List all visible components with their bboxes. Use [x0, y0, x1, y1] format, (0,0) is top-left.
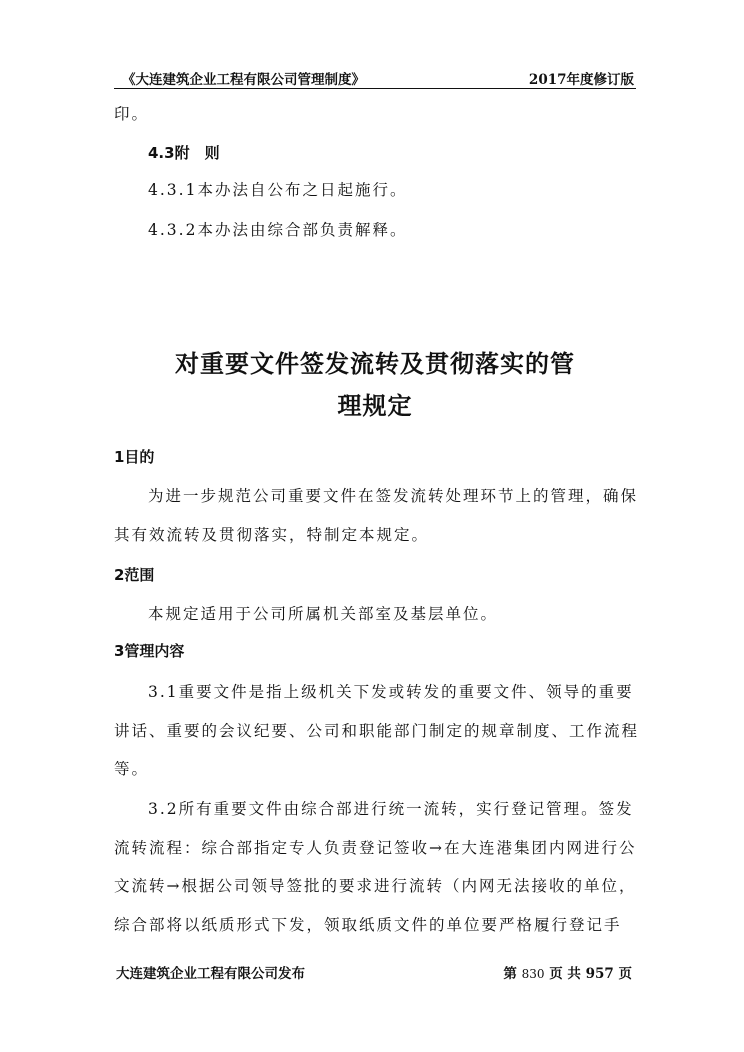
clause-3-2-line-2: 流转流程：综合部指定专人负责登记签收→在大连港集团内网进行公 — [114, 839, 637, 857]
clause-3-2-line-3: 文流转→根据公司领导签批的要求进行流转（内网无法接收的单位， — [114, 877, 637, 895]
purpose-line-2: 其有效流转及贯彻落实，特制定本规定。 — [114, 526, 430, 544]
section-4-3-heading: 4.3附 则 — [148, 144, 220, 162]
page-footer — [116, 962, 636, 982]
heading-purpose: 1目的 — [114, 448, 155, 466]
header-edition: 2017年度修订版 — [528, 72, 634, 88]
current-page: 830 — [521, 967, 545, 981]
scope-text: 本规定适用于公司所属机关部室及基层单位。 — [148, 605, 499, 623]
page-suffix: 页 — [618, 966, 632, 982]
clause-3-2-line-1: 3.2所有重要文件由综合部进行统一流转，实行登记管理。签发 — [148, 800, 634, 818]
clause-3-2-line-4: 综合部将以纸质形式下发，领取纸质文件的单位要严格履行登记手 — [114, 916, 622, 934]
heading-management: 3管理内容 — [114, 642, 185, 660]
header-doc-title: 《大连建筑企业工程有限公司管理制度》 — [122, 72, 365, 88]
doc-title-line-2: 理规定 — [337, 392, 413, 420]
page-prefix: 第 — [503, 966, 517, 982]
clause-3-1-line-1: 3.1重要文件是指上级机关下发或转发的重要文件、领导的重要 — [148, 683, 634, 701]
footer-page-number — [503, 962, 632, 982]
clause-3-1-line-2: 讲话、重要的会议纪要、公司和职能部门制定的规章制度、工作流程 — [114, 722, 640, 740]
heading-scope: 2范围 — [114, 566, 155, 584]
total-pages: 957 — [585, 966, 614, 982]
page-header — [114, 66, 636, 89]
clause-4-3-1: 4.3.1本办法自公布之日起施行。 — [148, 181, 408, 199]
continued-text: 印。 — [114, 105, 150, 123]
page-middle: 页 共 — [549, 966, 581, 982]
footer-publisher: 大连建筑企业工程有限公司发布 — [116, 966, 305, 982]
doc-title-line-1: 对重要文件签发流转及贯彻落实的管 — [175, 350, 575, 378]
purpose-line-1: 为进一步规范公司重要文件在签发流转处理环节上的管理，确保 — [148, 487, 639, 505]
clause-4-3-2: 4.3.2本办法由综合部负责解释。 — [148, 221, 408, 239]
clause-3-1-line-3: 等。 — [114, 760, 150, 778]
